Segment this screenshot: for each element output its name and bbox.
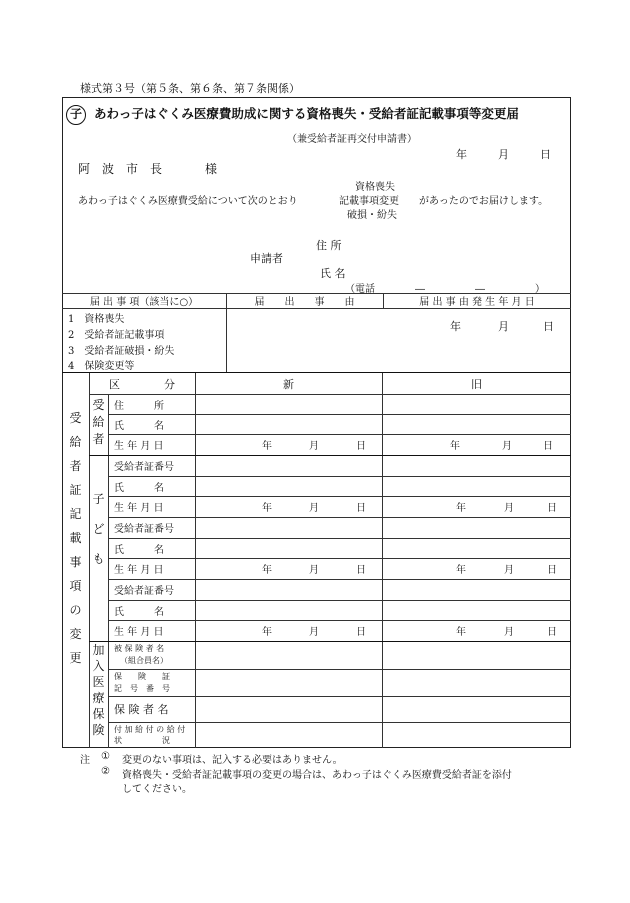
report-items-header: 届 出 事 項（該当に○） — [89, 297, 199, 308]
report-item-cert-change: 2 受給者証記載事項 — [68, 330, 165, 341]
applicant-label: 申請者 — [250, 252, 283, 265]
note-1-mark: ① — [101, 751, 110, 762]
form-subtitle: （兼受給者証再交付申請書） — [287, 134, 417, 145]
birth-new-month-label: 月 — [309, 503, 319, 514]
title-text: あわっ子はぐくみ医療費助成に関する資格喪失・受給者証記載事項等変更届 — [94, 106, 519, 121]
birth-new-day-label: 日 — [356, 565, 366, 576]
child-group-label: 子 ど も — [92, 492, 105, 566]
date-month-label: 月 — [498, 148, 509, 161]
recipient-name-label: 氏 名 — [114, 420, 164, 432]
insurer-name-label: 保 険 者 名 — [114, 703, 169, 716]
date-year-label: 年 — [456, 148, 467, 161]
notes-label: 注 — [80, 755, 90, 766]
birth-old-month-label: 月 — [502, 441, 512, 452]
child-circle-icon: 子 — [66, 105, 86, 125]
birth-old-day-label: 日 — [547, 627, 557, 638]
note-1-text: 変更のない事項は、記入する必要はありません。 — [122, 755, 343, 766]
birth-old-year-label: 年 — [456, 503, 466, 514]
addressee-honorific: 様 — [205, 162, 218, 176]
report-date-month: 月 — [498, 320, 509, 333]
birth-old-month-label: 月 — [504, 503, 514, 514]
recipient-birth-label: 生 年 月 日 — [114, 441, 164, 452]
report-date-year: 年 — [450, 320, 461, 333]
report-date-day: 日 — [543, 320, 554, 333]
new-header: 新 — [283, 377, 294, 391]
insurance-cert-label: 保 険 証 記 号 番 号 — [114, 672, 170, 693]
birth-new-month-label: 月 — [309, 565, 319, 576]
birth-new-day-label: 日 — [356, 627, 366, 638]
birth-old-day-label: 日 — [547, 503, 557, 514]
birth-new-month-label: 月 — [309, 441, 319, 452]
birth-new-year-label: 年 — [262, 565, 272, 576]
birth-new-year-label: 年 — [262, 627, 272, 638]
report-date-header: 届 出 事 由 発 生 年 月 日 — [419, 297, 535, 308]
insured-name-label: 被 保 険 者 名 （組合員名） — [114, 644, 168, 665]
note-2-text: 資格喪失・受給者証記載事項の変更の場合は、あわっ子はぐくみ医療費受給者証を添付 — [122, 770, 512, 781]
child3-cert-label: 受給者証番号 — [114, 586, 174, 597]
form-number: 様式第３号（第５条、第６条、第７条関係） — [80, 82, 300, 95]
report-reason-header: 届 出 事 由 — [254, 297, 355, 308]
birth-new-month-label: 月 — [309, 627, 319, 638]
insurance-group-label: 加 入 医 療 保 険 — [92, 643, 105, 737]
recipient-group-label: 受 給 者 — [92, 398, 105, 446]
birth-old-month-label: 月 — [504, 627, 514, 638]
changes-section-label: 受 給 者 証 記 載 事 項 の 変 更 — [69, 411, 82, 665]
report-item-loss: 1 資格喪失 — [68, 314, 125, 325]
birth-new-year-label: 年 — [262, 503, 272, 514]
birth-old-month-label: 月 — [504, 565, 514, 576]
child3-birth-label: 生 年 月 日 — [114, 627, 164, 638]
child2-birth-label: 生 年 月 日 — [114, 565, 164, 576]
birth-new-day-label: 日 — [356, 503, 366, 514]
kubun-header: 区 分 — [109, 377, 175, 391]
note-2-cont: してください。 — [122, 784, 192, 795]
note-2-mark: ② — [101, 766, 110, 777]
intro-option-loss: 資格喪失 — [355, 182, 395, 193]
child1-name-label: 氏 名 — [114, 482, 164, 494]
benefit-status-label: 付 加 給 付 の 給 付 状 況 — [114, 725, 186, 745]
report-item-damage: 3 受給者証破損・紛失 — [68, 346, 175, 357]
intro-option-change: 記載事項変更 — [339, 196, 399, 207]
form-title — [66, 104, 519, 125]
birth-new-day-label: 日 — [356, 441, 366, 452]
birth-old-year-label: 年 — [450, 441, 460, 452]
birth-old-day-label: 日 — [543, 441, 553, 452]
child3-name-label: 氏 名 — [114, 606, 164, 618]
intro-suffix: があったのでお届けします。 — [419, 196, 549, 207]
birth-old-year-label: 年 — [456, 627, 466, 638]
applicant-address-label: 住 所 — [316, 239, 342, 252]
birth-new-year-label: 年 — [262, 441, 272, 452]
applicant-name-label: 氏 名 — [320, 267, 346, 280]
addressee-name: 阿 波 市 長 — [78, 162, 163, 176]
report-item-insurance: 4 保険変更等 — [68, 361, 135, 372]
birth-old-day-label: 日 — [547, 565, 557, 576]
child2-cert-label: 受給者証番号 — [114, 524, 174, 535]
intro-option-damage: 破損・紛失 — [347, 210, 397, 221]
birth-old-year-label: 年 — [456, 565, 466, 576]
applicant-phone: （電話 ― ― ） — [345, 284, 545, 295]
recipient-address-label: 住 所 — [114, 400, 164, 412]
old-header: 旧 — [471, 377, 482, 391]
child2-name-label: 氏 名 — [114, 544, 164, 556]
child1-cert-label: 受給者証番号 — [114, 462, 174, 473]
date-day-label: 日 — [540, 148, 551, 161]
child1-birth-label: 生 年 月 日 — [114, 503, 164, 514]
intro-prefix: あわっ子はぐくみ医療費受給について次のとおり — [78, 196, 298, 207]
